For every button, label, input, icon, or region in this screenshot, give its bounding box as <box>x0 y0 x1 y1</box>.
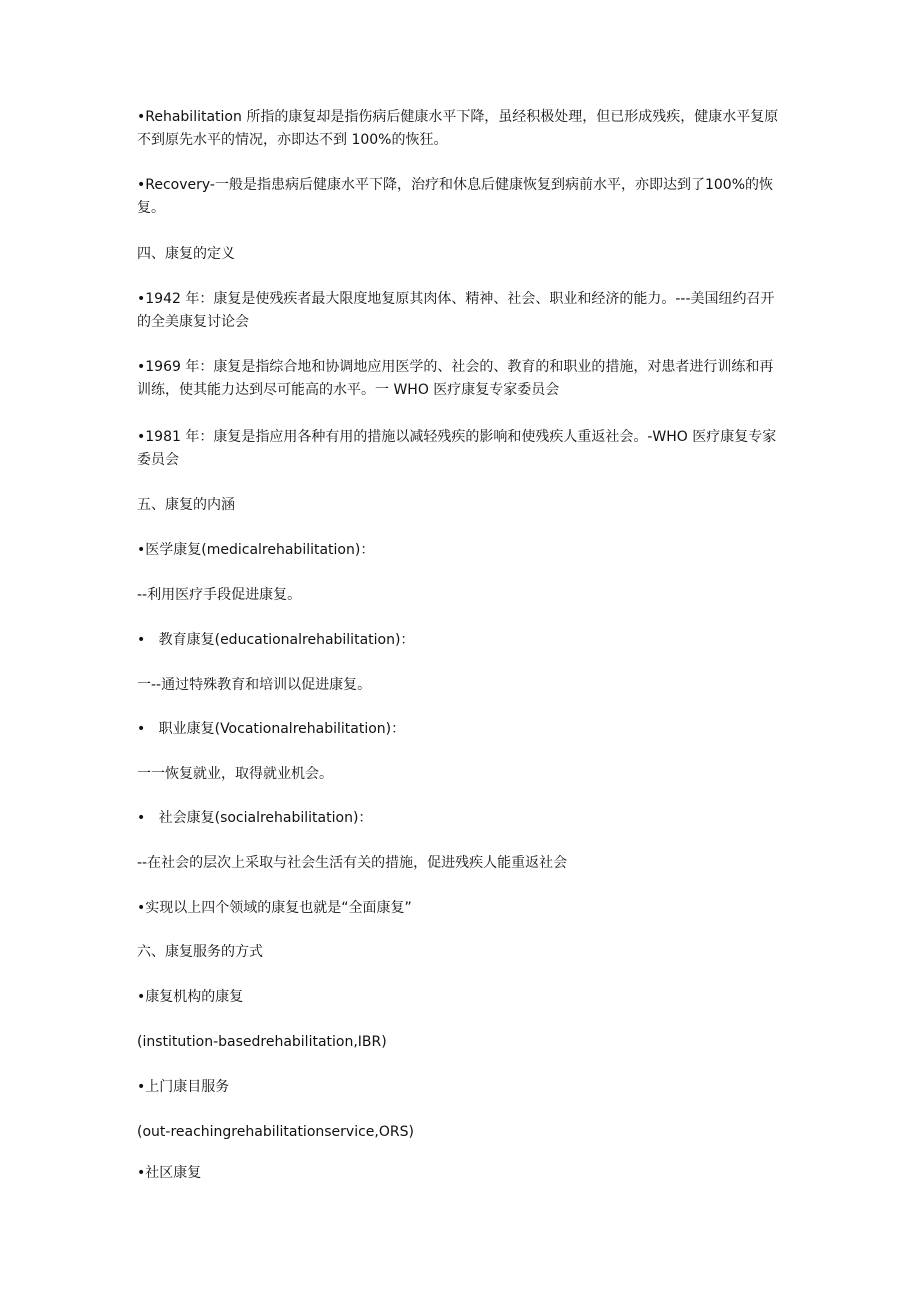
list-item-institution-based: •康复机构的康复 <box>137 989 244 1005</box>
paragraph-1969: •1969 年：康复是指综合地和协调地应用医学的、社会的、教育的和职业的措施，对患者进行训练和再训练，使其能力达到尽可能高的水平。一 WHO 医疗康复专家委员会 <box>137 359 774 398</box>
paragraph-recovery-definition: •Recovery-一般是指患病后健康水平下降，治疗和休息后健康恢复到病前水平，亦即达到了100%的恢复。 <box>137 177 773 216</box>
list-item-community: •社区康复 <box>137 1165 202 1181</box>
paragraph-full-rehabilitation: •实现以上四个领域的康复也就是“全面康复” <box>137 900 412 916</box>
list-item-medical: •医学康复(medicalrehabilitation)： <box>137 542 375 558</box>
list-item-social: • 社会康复(socialrehabilitation)： <box>137 810 373 826</box>
list-item-outreach: •上门康目服务 <box>137 1079 230 1095</box>
list-item-institution-based-term: (institution-basedrehabilitation,IBR) <box>137 1034 387 1050</box>
list-item-outreach-term: (out-reachingrehabilitationservice,ORS) <box>137 1124 414 1140</box>
list-item-medical-desc: --利用医疗手段促进康复。 <box>137 587 302 603</box>
heading-section-five: 五、康复的内涵 <box>137 497 235 513</box>
heading-section-six: 六、康复服务的方式 <box>137 944 263 960</box>
list-item-educational: • 教育康复(educationalrehabilitation)： <box>137 632 415 648</box>
list-item-social-desc: --在社会的层次上采取与社会生活有关的措施，促进残疾人能重返社会 <box>137 855 568 871</box>
list-item-educational-desc: 一--通过特殊教育和培训以促进康复。 <box>137 677 372 693</box>
heading-section-four: 四、康复的定义 <box>137 246 235 262</box>
list-item-vocational-desc: 一一恢复就业，取得就业机会。 <box>137 766 333 782</box>
paragraph-1942: •1942 年：康复是使残疾者最大限度地复原其肉体、精神、社会、职业和经济的能力。---美国纽约召开的全美康复讨论会 <box>137 291 775 330</box>
list-item-vocational: • 职业康复(Vocationalrehabilitation)： <box>137 721 406 737</box>
paragraph-rehabilitation-definition: •Rehabilitation 所指的康复却是指伤病后健康水平下降，虽经积极处理，但已形成残疾，健康水平复原不到原先水平的情况，亦即达不到 100%的恢狂。 <box>137 109 779 148</box>
paragraph-1981: •1981 年：康复是指应用各种有用的措施以减轻残疾的影响和使残疾人重返社会。-WHO 医疗康复专家委员会 <box>137 429 777 468</box>
